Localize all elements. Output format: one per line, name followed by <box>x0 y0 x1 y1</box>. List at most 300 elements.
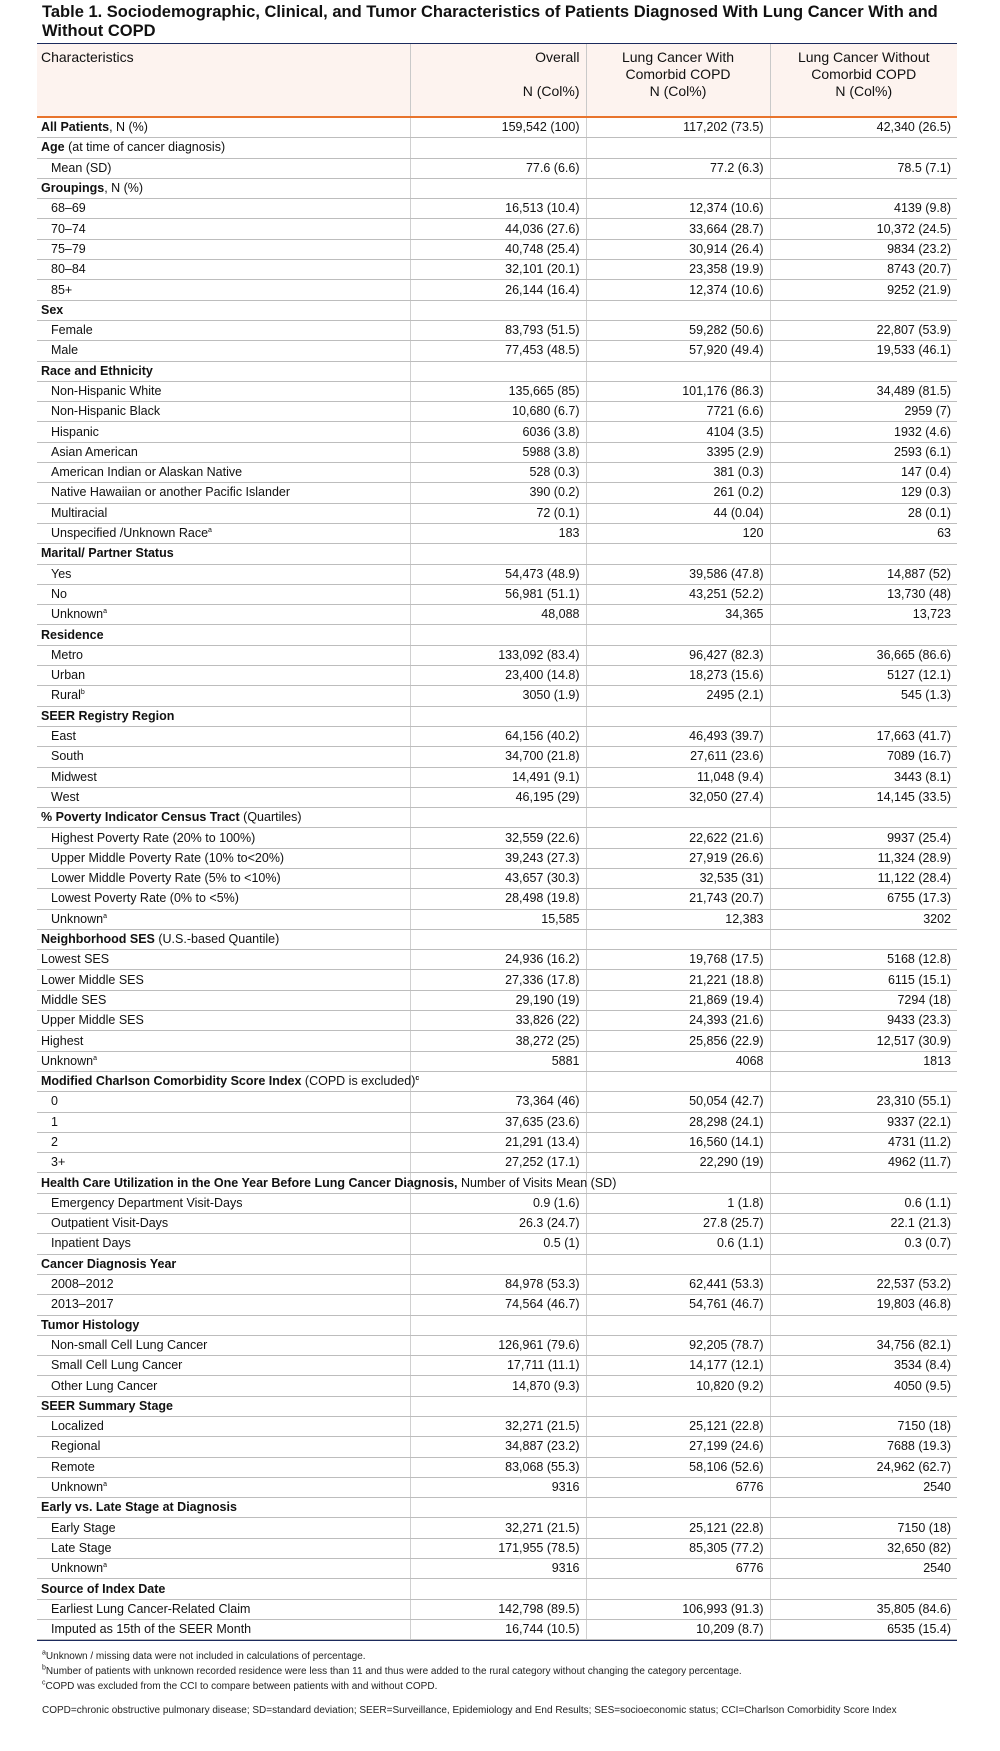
row-label-text: Earliest Lung Cancer-Related Claim <box>51 1601 251 1616</box>
table-header-row <box>37 44 957 117</box>
overall-value: 5988 (3.8) <box>410 442 586 462</box>
row-label <box>37 1619 410 1639</box>
table-row <box>37 950 957 970</box>
row-label <box>37 1356 410 1376</box>
table-row <box>37 1153 957 1173</box>
footnote-mark: a <box>208 526 212 534</box>
overall-value: 73,364 (46) <box>410 1092 586 1112</box>
category-row <box>37 1315 957 1335</box>
without-copd-value: 9433 (23.3) <box>770 1011 957 1031</box>
overall-value <box>410 178 586 198</box>
table-row <box>37 828 957 848</box>
footnote-mark: a <box>103 1562 108 1570</box>
row-label-text: Non-Hispanic White <box>51 384 162 398</box>
with-copd-value: 46,493 (39.7) <box>586 726 770 746</box>
table-row <box>37 564 957 584</box>
row-label <box>37 950 410 970</box>
row-label-text: Mean (SD) <box>51 160 112 175</box>
row-label <box>37 1132 410 1152</box>
row-label <box>37 442 410 462</box>
with-copd-value: 3395 (2.9) <box>586 442 770 462</box>
without-copd-value <box>770 1315 957 1335</box>
row-label-text: Tumor Histology <box>41 1317 140 1332</box>
header-without-copd-unit: N (Col%) <box>835 83 893 99</box>
table-row <box>37 1376 957 1396</box>
overall-value: 126,961 (79.6) <box>410 1335 586 1355</box>
without-copd-value: 14,887 (52) <box>770 564 957 584</box>
without-copd-value: 22,537 (53.2) <box>770 1274 957 1294</box>
with-copd-value: 96,427 (82.3) <box>586 645 770 665</box>
without-copd-value: 7089 (16.7) <box>770 747 957 767</box>
without-copd-value: 147 (0.4) <box>770 463 957 483</box>
table-row <box>37 158 957 178</box>
without-copd-value: 28 (0.1) <box>770 503 957 523</box>
with-copd-value: 25,121 (22.8) <box>586 1518 770 1538</box>
with-copd-value: 27.8 (25.7) <box>586 1214 770 1234</box>
row-label <box>37 219 410 239</box>
overall-value: 34,887 (23.2) <box>410 1437 586 1457</box>
overall-value: 16,513 (10.4) <box>410 199 586 219</box>
table-row <box>37 848 957 868</box>
overall-value <box>410 706 586 726</box>
overall-value: 17,711 (11.1) <box>410 1356 586 1376</box>
row-label-text: Lower Middle SES <box>41 972 144 987</box>
row-label-text: Metro <box>51 647 83 662</box>
row-label-text: Groupings <box>41 181 105 196</box>
row-label <box>37 666 410 686</box>
with-copd-value <box>586 178 770 198</box>
row-label <box>37 239 410 259</box>
row-label-qualifier: , N (%) <box>109 120 148 135</box>
without-copd-value <box>770 706 957 726</box>
row-label <box>37 1376 410 1396</box>
without-copd-value: 63 <box>770 523 957 543</box>
table-row <box>37 219 957 239</box>
table-row <box>37 645 957 665</box>
row-label <box>37 1214 410 1234</box>
with-copd-value <box>586 361 770 381</box>
row-label <box>37 402 410 422</box>
overall-value: 39,243 (27.3) <box>410 848 586 868</box>
table-row <box>37 787 957 807</box>
with-copd-value: 22,622 (21.6) <box>586 828 770 848</box>
with-copd-value <box>586 1579 770 1599</box>
table-row <box>37 1295 957 1315</box>
without-copd-value <box>770 1579 957 1599</box>
without-copd-value: 9834 (23.2) <box>770 239 957 259</box>
row-label-text: 75–79 <box>51 241 86 256</box>
row-label-text: Highest Poverty Rate (20% to 100%) <box>51 830 256 845</box>
row-label <box>37 1173 617 1193</box>
row-label <box>37 564 410 584</box>
row-label <box>37 503 410 523</box>
overall-value: 21,291 (13.4) <box>410 1132 586 1152</box>
without-copd-value: 9337 (22.1) <box>770 1112 957 1132</box>
without-copd-value: 8743 (20.7) <box>770 260 957 280</box>
row-label-qualifier: Number of Visits Mean (SD) <box>457 1175 617 1190</box>
table-row <box>37 889 957 909</box>
overall-value: 74,564 (46.7) <box>410 1295 586 1315</box>
without-copd-value: 9252 (21.9) <box>770 280 957 300</box>
without-copd-value <box>770 1498 957 1518</box>
footnote-text: COPD was excluded from the CCI to compare between patients with and without COPD. <box>45 1681 438 1693</box>
overall-value: 9316 <box>410 1477 586 1497</box>
row-label-text: Lower Middle Poverty Rate (5% to <10%) <box>51 871 281 886</box>
with-copd-value: 92,205 (78.7) <box>586 1335 770 1355</box>
row-label <box>37 1579 410 1599</box>
row-label <box>37 1254 410 1274</box>
with-copd-value: 34,365 <box>586 605 770 625</box>
overall-value: 10,680 (6.7) <box>410 402 586 422</box>
row-label-text: Regional <box>51 1439 101 1454</box>
without-copd-value <box>770 625 957 645</box>
with-copd-value <box>586 1498 770 1518</box>
overall-value: 15,585 <box>410 909 586 929</box>
with-copd-value: 30,914 (26.4) <box>586 239 770 259</box>
without-copd-value: 34,756 (82.1) <box>770 1335 957 1355</box>
row-label-text: Small Cell Lung Cancer <box>51 1358 183 1373</box>
with-copd-value: 7721 (6.6) <box>586 402 770 422</box>
row-label <box>37 889 410 909</box>
row-label <box>37 848 410 868</box>
footnote-mark: a <box>93 1054 98 1062</box>
with-copd-value: 120 <box>586 523 770 543</box>
table-row <box>37 686 957 706</box>
with-copd-value: 12,383 <box>586 909 770 929</box>
table-row <box>37 1011 957 1031</box>
without-copd-value: 2540 <box>770 1477 957 1497</box>
overall-value: 171,955 (78.5) <box>410 1538 586 1558</box>
row-label <box>37 868 410 888</box>
footnotes <box>42 1649 957 1694</box>
without-copd-value <box>770 1396 957 1416</box>
overall-value: 29,190 (19) <box>410 990 586 1010</box>
table-row <box>37 442 957 462</box>
without-copd-value: 22.1 (21.3) <box>770 1214 957 1234</box>
with-copd-value: 23,358 (19.9) <box>586 260 770 280</box>
without-copd-value: 7688 (19.3) <box>770 1437 957 1457</box>
row-label <box>37 158 410 178</box>
table-row <box>37 605 957 625</box>
without-copd-value: 0.6 (1.1) <box>770 1193 957 1213</box>
row-label <box>37 1437 410 1457</box>
without-copd-value: 19,533 (46.1) <box>770 341 957 361</box>
table-row <box>37 422 957 442</box>
row-label <box>37 1417 410 1437</box>
table-document <box>37 0 957 1718</box>
row-label-text: Health Care Utilization in the One Year Before Lung Cancer Diagnosis, <box>41 1175 458 1190</box>
with-copd-value: 10,209 (8.7) <box>586 1619 770 1639</box>
footnote <box>42 1679 957 1694</box>
table-row <box>37 1417 957 1437</box>
table-row <box>37 483 957 503</box>
row-label <box>37 970 410 990</box>
overall-value: 84,978 (53.3) <box>410 1274 586 1294</box>
category-row <box>37 117 957 138</box>
row-label <box>37 381 410 401</box>
table-row <box>37 1112 957 1132</box>
row-label <box>37 1274 410 1294</box>
with-copd-value: 6776 <box>586 1477 770 1497</box>
with-copd-value: 16,560 (14.1) <box>586 1132 770 1152</box>
bottom-rule <box>37 1640 957 1641</box>
footnote-mark: a <box>42 1649 46 1657</box>
row-label <box>37 523 410 543</box>
with-copd-value <box>586 1315 770 1335</box>
table-row <box>37 503 957 523</box>
row-label-text: Unknown <box>51 911 104 926</box>
table-row <box>37 280 957 300</box>
row-label-text: Other Lung Cancer <box>51 1378 158 1393</box>
row-label-text: Inpatient Days <box>51 1236 131 1251</box>
table-row <box>37 1599 957 1619</box>
row-label-text: Imputed as 15th of the SEER Month <box>51 1622 252 1637</box>
without-copd-value <box>770 1173 957 1193</box>
without-copd-value: 23,310 (55.1) <box>770 1092 957 1112</box>
header-characteristics-label: Characteristics <box>41 49 134 65</box>
without-copd-value: 6115 (15.1) <box>770 970 957 990</box>
without-copd-value: 7150 (18) <box>770 1518 957 1538</box>
row-label-text: West <box>51 789 80 804</box>
category-row <box>37 1071 957 1091</box>
row-label-text: No <box>51 586 67 601</box>
category-row <box>37 544 957 564</box>
row-label-text: Male <box>51 343 79 358</box>
row-label-text: Sex <box>41 302 64 317</box>
without-copd-value: 14,145 (33.5) <box>770 787 957 807</box>
with-copd-value: 27,919 (26.6) <box>586 848 770 868</box>
without-copd-value <box>770 178 957 198</box>
with-copd-value: 261 (0.2) <box>586 483 770 503</box>
overall-value <box>410 625 586 645</box>
row-label <box>37 625 410 645</box>
row-label <box>37 726 410 746</box>
with-copd-value: 27,611 (23.6) <box>586 747 770 767</box>
overall-value: 135,665 (85) <box>410 381 586 401</box>
row-label-text: Lowest SES <box>41 952 110 967</box>
header-overall-title: Overall <box>535 49 580 65</box>
table-row <box>37 523 957 543</box>
without-copd-value: 4139 (9.8) <box>770 199 957 219</box>
row-label <box>37 808 410 828</box>
without-copd-value: 4731 (11.2) <box>770 1132 957 1152</box>
header-without-copd-title: Lung Cancer Without Comorbid COPD <box>797 49 930 82</box>
row-label <box>37 1051 410 1071</box>
row-label-qualifier: (COPD is excluded) <box>301 1074 416 1089</box>
table-row <box>37 463 957 483</box>
overall-value <box>410 1315 586 1335</box>
row-label <box>37 1153 410 1173</box>
category-row <box>37 138 957 158</box>
row-label-text: Unknown <box>41 1053 94 1068</box>
row-label-text: Lowest Poverty Rate (0% to <5%) <box>51 891 239 906</box>
without-copd-value: 34,489 (81.5) <box>770 381 957 401</box>
row-label <box>37 199 410 219</box>
with-copd-value <box>586 1254 770 1274</box>
row-label <box>37 1031 410 1051</box>
table-body <box>37 117 957 1640</box>
with-copd-value: 32,535 (31) <box>586 868 770 888</box>
row-label <box>37 747 410 767</box>
with-copd-value: 58,106 (52.6) <box>586 1457 770 1477</box>
row-label-text: Late Stage <box>51 1540 112 1555</box>
overall-value: 38,272 (25) <box>410 1031 586 1051</box>
row-label-text: 0 <box>51 1094 58 1109</box>
table-row <box>37 909 957 929</box>
row-label-qualifier: , N (%) <box>104 181 144 196</box>
overall-value: 159,542 (100) <box>410 117 586 138</box>
row-label-text: All Patients <box>41 120 110 135</box>
row-label <box>37 320 410 340</box>
row-label <box>37 1011 410 1031</box>
without-copd-value <box>770 929 957 949</box>
row-label-text: Age <box>41 140 65 155</box>
table-row <box>37 239 957 259</box>
row-label <box>37 463 410 483</box>
without-copd-value: 4050 (9.5) <box>770 1376 957 1396</box>
row-label-text: American Indian or Alaskan Native <box>51 465 243 480</box>
table-row <box>37 747 957 767</box>
with-copd-value: 24,393 (21.6) <box>586 1011 770 1031</box>
overall-value: 27,252 (17.1) <box>410 1153 586 1173</box>
overall-value: 46,195 (29) <box>410 787 586 807</box>
overall-value: 44,036 (27.6) <box>410 219 586 239</box>
row-label-qualifier: (U.S.-based Quantile) <box>154 932 280 947</box>
overall-value: 43,657 (30.3) <box>410 868 586 888</box>
overall-value: 0.9 (1.6) <box>410 1193 586 1213</box>
table-row <box>37 1051 957 1071</box>
with-copd-value: 21,221 (18.8) <box>586 970 770 990</box>
row-label-text: Female <box>51 323 93 338</box>
row-label <box>37 1477 410 1497</box>
row-label <box>37 1112 410 1132</box>
row-label-text: Unknown <box>51 1480 104 1495</box>
row-label-text: Neighborhood SES <box>41 932 155 947</box>
row-label <box>37 605 410 625</box>
row-label <box>37 1092 410 1112</box>
table-row <box>37 1214 957 1234</box>
overall-value: 0.5 (1) <box>410 1234 586 1254</box>
footnote-mark: b <box>42 1664 46 1672</box>
without-copd-value: 35,805 (84.6) <box>770 1599 957 1619</box>
footnote-text: Unknown / missing data were not included in calculations of percentage. <box>45 1651 366 1663</box>
without-copd-value: 6535 (15.4) <box>770 1619 957 1639</box>
with-copd-value: 27,199 (24.6) <box>586 1437 770 1457</box>
with-copd-value <box>586 1396 770 1416</box>
overall-value <box>410 1579 586 1599</box>
footnote-mark: c <box>42 1679 46 1687</box>
row-label-text: 1 <box>51 1114 58 1129</box>
overall-value: 32,271 (21.5) <box>410 1417 586 1437</box>
without-copd-value: 42,340 (26.5) <box>770 117 957 138</box>
with-copd-value: 59,282 (50.6) <box>586 320 770 340</box>
with-copd-value: 62,441 (53.3) <box>586 1274 770 1294</box>
overall-value: 64,156 (40.2) <box>410 726 586 746</box>
row-label-text: Early vs. Late Stage at Diagnosis <box>41 1500 237 1515</box>
header-characteristics <box>37 44 410 117</box>
without-copd-value: 1813 <box>770 1051 957 1071</box>
overall-value: 16,744 (10.5) <box>410 1619 586 1639</box>
category-row <box>37 1396 957 1416</box>
table-row <box>37 990 957 1010</box>
row-label-text: Emergency Department Visit-Days <box>51 1195 243 1210</box>
row-label-text: Urban <box>51 668 86 683</box>
with-copd-value <box>586 929 770 949</box>
overall-value: 56,981 (51.1) <box>410 584 586 604</box>
row-label-text: Unknown <box>51 607 104 622</box>
overall-value: 32,271 (21.5) <box>410 1518 586 1538</box>
without-copd-value: 19,803 (46.8) <box>770 1295 957 1315</box>
overall-value <box>410 138 586 158</box>
without-copd-value: 0.3 (0.7) <box>770 1234 957 1254</box>
without-copd-value: 7150 (18) <box>770 1417 957 1437</box>
with-copd-value: 11,048 (9.4) <box>586 767 770 787</box>
without-copd-value: 2593 (6.1) <box>770 442 957 462</box>
table-row <box>37 341 957 361</box>
with-copd-value: 6776 <box>586 1559 770 1579</box>
row-label <box>37 1538 410 1558</box>
row-label-text: SEER Summary Stage <box>41 1398 173 1413</box>
footnote <box>42 1664 957 1679</box>
with-copd-value: 44 (0.04) <box>586 503 770 523</box>
row-label <box>37 706 410 726</box>
row-label-text: Unknown <box>51 1561 104 1576</box>
header-with-copd-title: Lung Cancer With Comorbid COPD <box>621 49 735 82</box>
row-label-text: 2013–2017 <box>51 1297 114 1312</box>
row-label <box>37 1295 410 1315</box>
row-label-text: South <box>51 749 84 764</box>
row-label <box>37 1599 410 1619</box>
header-overall-unit: N (Col%) <box>522 83 580 99</box>
with-copd-value: 50,054 (42.7) <box>586 1092 770 1112</box>
row-label <box>37 767 410 787</box>
table-row <box>37 666 957 686</box>
with-copd-value <box>586 808 770 828</box>
characteristics-table <box>37 44 957 1640</box>
without-copd-value: 78.5 (7.1) <box>770 158 957 178</box>
category-row <box>37 808 957 828</box>
row-label-text: 2 <box>51 1134 58 1149</box>
with-copd-value: 12,374 (10.6) <box>586 199 770 219</box>
with-copd-value: 12,374 (10.6) <box>586 280 770 300</box>
overall-value: 28,498 (19.8) <box>410 889 586 909</box>
overall-value: 54,473 (48.9) <box>410 564 586 584</box>
without-copd-value: 17,663 (41.7) <box>770 726 957 746</box>
with-copd-value: 101,176 (86.3) <box>586 381 770 401</box>
overall-value: 5881 <box>410 1051 586 1071</box>
row-label-text: Remote <box>51 1459 95 1474</box>
row-label <box>37 260 410 280</box>
without-copd-value <box>770 1254 957 1274</box>
with-copd-value <box>586 544 770 564</box>
without-copd-value: 2540 <box>770 1559 957 1579</box>
without-copd-value: 7294 (18) <box>770 990 957 1010</box>
row-label-text: Hispanic <box>51 424 99 439</box>
row-label <box>37 787 410 807</box>
row-label <box>37 483 410 503</box>
row-label <box>37 138 410 158</box>
row-label <box>37 1559 410 1579</box>
row-label-text: Source of Index Date <box>41 1581 166 1596</box>
category-row <box>37 1173 957 1193</box>
overall-value: 23,400 (14.8) <box>410 666 586 686</box>
table-row <box>37 1274 957 1294</box>
table-row <box>37 381 957 401</box>
overall-value: 48,088 <box>410 605 586 625</box>
table-row <box>37 1356 957 1376</box>
category-row <box>37 300 957 320</box>
overall-value <box>410 361 586 381</box>
